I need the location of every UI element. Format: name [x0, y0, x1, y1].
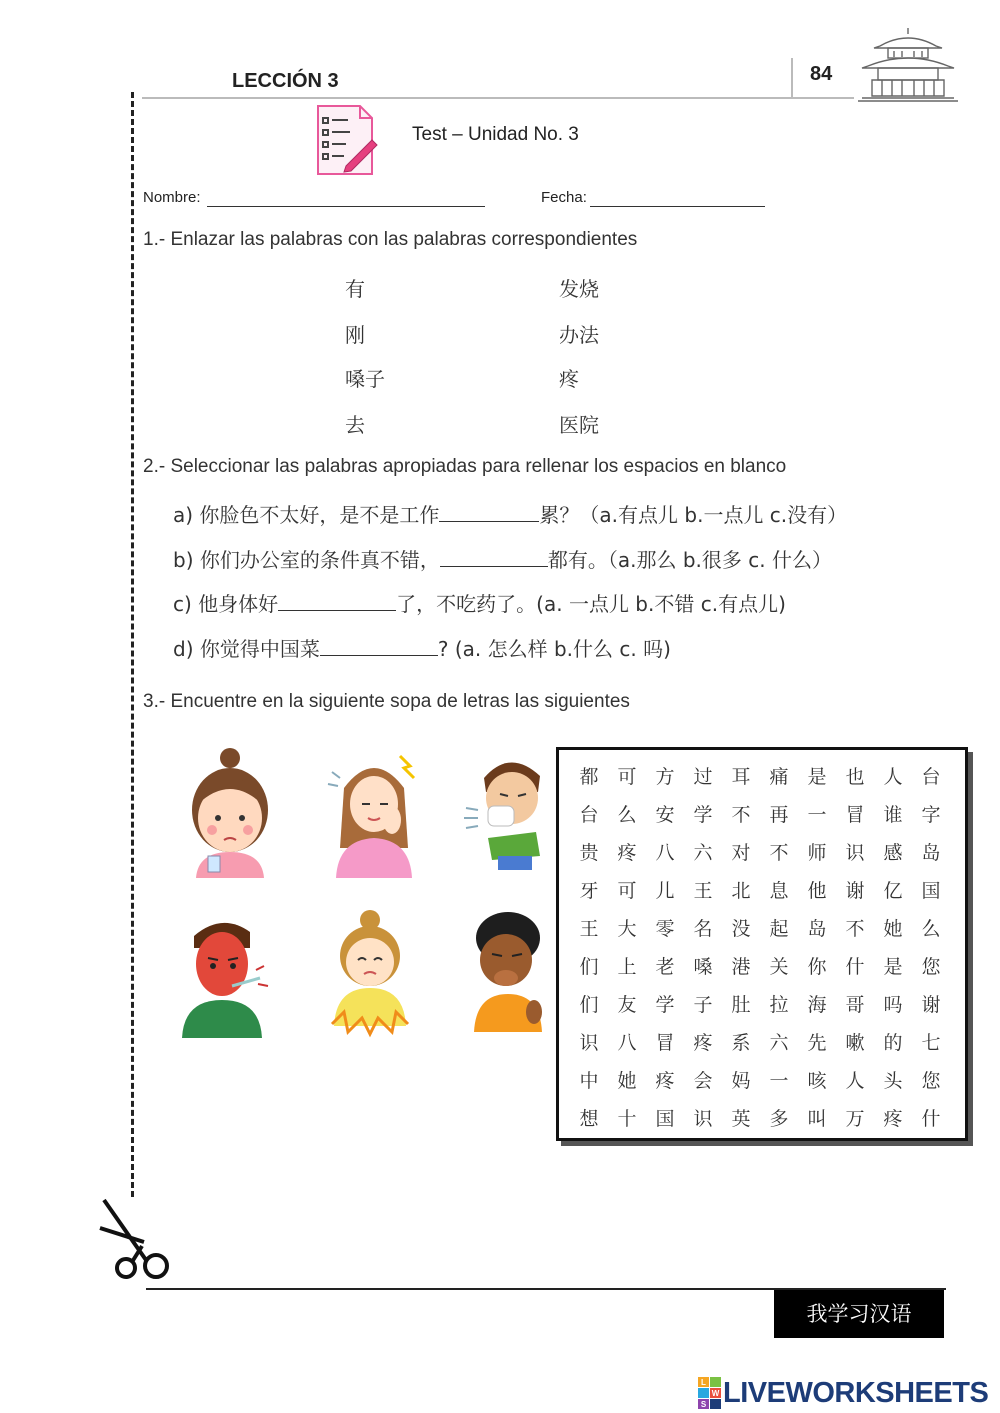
- item-text-before: 你觉得中国菜: [199, 637, 320, 661]
- grid-cell[interactable]: 台: [579, 804, 599, 826]
- grid-cell[interactable]: 冒: [845, 804, 865, 826]
- grid-cell[interactable]: 们: [579, 956, 599, 978]
- grid-cell[interactable]: 名: [693, 918, 713, 940]
- grid-cell[interactable]: 一: [807, 804, 827, 826]
- grid-cell[interactable]: 亿: [883, 880, 903, 902]
- grid-cell[interactable]: 七: [921, 1032, 941, 1054]
- grid-cell[interactable]: 您: [921, 1070, 941, 1092]
- grid-cell[interactable]: 零: [655, 918, 675, 940]
- answer-blank[interactable]: [278, 592, 396, 611]
- grid-cell[interactable]: 谁: [883, 804, 903, 826]
- grid-cell[interactable]: 贵: [579, 842, 599, 864]
- grid-cell[interactable]: 六: [769, 1032, 789, 1054]
- grid-cell[interactable]: 八: [655, 842, 675, 864]
- liveworksheets-text: LIVEWORKSHEETS: [723, 1376, 989, 1409]
- grid-cell[interactable]: 耳: [731, 766, 751, 788]
- grid-cell[interactable]: 安: [655, 804, 675, 826]
- grid-cell[interactable]: 疼: [617, 842, 637, 864]
- grid-cell[interactable]: 上: [617, 956, 637, 978]
- grid-cell[interactable]: 什: [845, 956, 865, 978]
- item-text-after: 累？（a.有点儿 b.一点儿 c.没有）: [539, 503, 848, 527]
- grid-cell[interactable]: 妈: [731, 1070, 751, 1092]
- grid-cell[interactable]: 大: [617, 918, 637, 940]
- grid-cell[interactable]: 北: [731, 880, 751, 902]
- grid-cell[interactable]: 起: [769, 918, 789, 940]
- grid-cell[interactable]: 头: [883, 1070, 903, 1092]
- grid-cell[interactable]: 港: [731, 956, 751, 978]
- grid-cell[interactable]: 是: [807, 766, 827, 788]
- grid-cell[interactable]: 友: [617, 994, 637, 1016]
- grid-cell[interactable]: 师: [807, 842, 827, 864]
- header-rule: [142, 97, 854, 99]
- match-left-word[interactable]: 刚: [345, 323, 365, 347]
- page-number: 84: [810, 63, 833, 85]
- grid-cell[interactable]: 感: [883, 842, 903, 864]
- grid-cell[interactable]: 不: [769, 842, 789, 864]
- match-right-word[interactable]: 发烧: [559, 277, 599, 301]
- grid-cell[interactable]: 什: [921, 1108, 941, 1130]
- item-letter: d): [173, 637, 194, 661]
- item-text-after: ? (a. 怎么样 b.什么 c. 吗): [437, 637, 671, 661]
- grid-cell[interactable]: 冒: [655, 1032, 675, 1054]
- item-text-before: 你们办公室的条件真不错，: [199, 548, 440, 572]
- grid-cell[interactable]: 英: [731, 1108, 751, 1130]
- grid-cell[interactable]: 学: [693, 804, 713, 826]
- grid-cell[interactable]: 们: [579, 994, 599, 1016]
- grid-cell[interactable]: 再: [769, 804, 789, 826]
- grid-cell[interactable]: 不: [845, 918, 865, 940]
- grid-cell[interactable]: 也: [845, 766, 865, 788]
- grid-cell[interactable]: 一: [769, 1070, 789, 1092]
- grid-cell[interactable]: 叫: [807, 1108, 827, 1130]
- grid-cell[interactable]: 她: [883, 918, 903, 940]
- grid-cell[interactable]: 痛: [769, 766, 789, 788]
- grid-cell[interactable]: 方: [655, 766, 675, 788]
- fill-item-d: [173, 633, 671, 662]
- logo-letter-w: W: [711, 1389, 720, 1398]
- grid-cell[interactable]: 子: [693, 994, 713, 1016]
- item-text-before: 他身体好: [198, 592, 279, 616]
- grid-cell[interactable]: 谢: [921, 994, 941, 1016]
- scissors-icon: [96, 1198, 174, 1284]
- man-fever-icon: [172, 908, 276, 1038]
- grid-cell[interactable]: 谢: [845, 880, 865, 902]
- grid-cell[interactable]: 过: [693, 766, 713, 788]
- grid-cell[interactable]: 国: [921, 880, 941, 902]
- grid-cell[interactable]: 拉: [769, 994, 789, 1016]
- match-right-word[interactable]: 疼: [559, 367, 579, 391]
- woman-headache-icon: [322, 748, 426, 878]
- section1-prompt: 1.- Enlazar las palabras con las palabras correspondientes: [143, 229, 638, 250]
- item-letter: a): [173, 503, 194, 527]
- page-number-divider: [791, 58, 793, 98]
- grid-cell[interactable]: 他: [807, 880, 827, 902]
- grid-cell[interactable]: 想: [579, 1108, 599, 1130]
- match-left-word[interactable]: 有: [345, 277, 365, 301]
- logo-letter-l: L: [701, 1378, 706, 1387]
- match-left-word[interactable]: 去: [345, 413, 365, 437]
- grid-cell[interactable]: 人: [845, 1070, 865, 1092]
- grid-cell[interactable]: 的: [883, 1032, 903, 1054]
- answer-blank[interactable]: [439, 503, 539, 522]
- girl-stomachache-icon: [318, 908, 422, 1038]
- grid-cell[interactable]: 海: [807, 994, 827, 1016]
- grid-cell[interactable]: 会: [693, 1070, 713, 1092]
- word-search-cells: [570, 762, 950, 1142]
- name-field[interactable]: [207, 190, 485, 207]
- grid-cell[interactable]: 牙: [579, 880, 599, 902]
- liveworksheets-mark-icon: [697, 1376, 723, 1410]
- grid-cell[interactable]: 十: [617, 1108, 637, 1130]
- date-field[interactable]: [590, 190, 765, 207]
- grid-cell[interactable]: 嗓: [693, 956, 713, 978]
- grid-cell[interactable]: 哥: [845, 994, 865, 1016]
- grid-cell[interactable]: 么: [921, 918, 941, 940]
- grid-cell[interactable]: 没: [731, 918, 751, 940]
- grid-cell[interactable]: 台: [921, 766, 941, 788]
- section3-prompt: 3.- Encuentre en la siguiente sopa de letras las siguientes: [143, 691, 630, 712]
- match-left-word[interactable]: 嗓子: [345, 367, 385, 391]
- boy-coughing-icon: [456, 908, 560, 1038]
- grid-cell[interactable]: 嗽: [845, 1032, 865, 1054]
- grid-cell[interactable]: 关: [769, 956, 789, 978]
- match-right-word[interactable]: 医院: [559, 413, 599, 437]
- grid-cell[interactable]: 疼: [655, 1070, 675, 1092]
- test-title: Test – Unidad No. 3: [412, 124, 579, 145]
- item-text-before: 你脸色不太好，是不是工作: [199, 503, 440, 527]
- checklist-icon: [316, 104, 378, 176]
- grid-cell[interactable]: 对: [731, 842, 751, 864]
- grid-cell[interactable]: 疼: [693, 1032, 713, 1054]
- grid-cell[interactable]: 多: [769, 1108, 789, 1130]
- grid-cell[interactable]: 是: [883, 956, 903, 978]
- grid-cell[interactable]: 你: [807, 956, 827, 978]
- grid-cell[interactable]: 学: [655, 994, 675, 1016]
- name-label: Nombre:: [143, 189, 201, 206]
- grid-cell[interactable]: 吗: [883, 994, 903, 1016]
- grid-cell[interactable]: 八: [617, 1032, 637, 1054]
- grid-cell[interactable]: 可: [617, 766, 637, 788]
- grid-cell[interactable]: 人: [883, 766, 903, 788]
- grid-cell[interactable]: 岛: [921, 842, 941, 864]
- liveworksheets-logo[interactable]: [697, 1376, 988, 1410]
- grid-cell[interactable]: 系: [731, 1032, 751, 1054]
- grid-cell[interactable]: 王: [579, 918, 599, 940]
- answer-blank[interactable]: [320, 637, 438, 656]
- grid-cell[interactable]: 肚: [731, 994, 751, 1016]
- logo-letter-s: S: [700, 1400, 707, 1409]
- footer-label: 我学习汉语: [774, 1290, 944, 1338]
- grid-cell[interactable]: 老: [655, 956, 675, 978]
- date-label: Fecha:: [541, 189, 587, 206]
- grid-cell[interactable]: 王: [693, 880, 713, 902]
- grid-cell[interactable]: 国: [655, 1108, 675, 1130]
- grid-cell[interactable]: 您: [921, 956, 941, 978]
- grid-cell[interactable]: 识: [579, 1032, 599, 1054]
- item-text-after: 了，不吃药了。(a. 一点儿 b.不错 c.有点儿): [396, 592, 786, 616]
- grid-cell[interactable]: 字: [921, 804, 941, 826]
- item-text-after: 都有。（a.那么 b.很多 c. 什么）: [547, 548, 832, 572]
- grid-cell[interactable]: 都: [579, 766, 599, 788]
- section2-prompt: 2.- Seleccionar las palabras apropiadas para rellenar los espacios en blanco: [143, 456, 787, 477]
- temple-icon: [858, 26, 958, 102]
- match-right-word[interactable]: 办法: [559, 323, 599, 347]
- grid-cell[interactable]: 识: [845, 842, 865, 864]
- grid-cell[interactable]: 不: [731, 804, 751, 826]
- boy-sneezing-icon: [458, 748, 562, 878]
- grid-cell[interactable]: 么: [617, 804, 637, 826]
- lesson-title: LECCIÓN 3: [232, 70, 339, 92]
- fill-item-b: [173, 544, 832, 573]
- grid-cell[interactable]: 六: [693, 842, 713, 864]
- fill-item-c: [173, 588, 786, 617]
- item-letter: b): [173, 548, 194, 572]
- girl-sore-throat-icon: [178, 748, 282, 878]
- grid-cell[interactable]: 疼: [883, 1108, 903, 1130]
- item-letter: c): [173, 592, 192, 616]
- grid-cell[interactable]: 咳: [807, 1070, 827, 1092]
- cut-line: [131, 92, 134, 1197]
- answer-blank[interactable]: [440, 548, 548, 567]
- grid-cell[interactable]: 可: [617, 880, 637, 902]
- grid-cell[interactable]: 息: [769, 880, 789, 902]
- grid-cell[interactable]: 岛: [807, 918, 827, 940]
- fill-item-a: [173, 499, 847, 528]
- grid-cell[interactable]: 她: [617, 1070, 637, 1092]
- grid-cell[interactable]: 万: [845, 1108, 865, 1130]
- grid-cell[interactable]: 中: [579, 1070, 599, 1092]
- grid-cell[interactable]: 识: [693, 1108, 713, 1130]
- grid-cell[interactable]: 儿: [655, 880, 675, 902]
- grid-cell[interactable]: 先: [807, 1032, 827, 1054]
